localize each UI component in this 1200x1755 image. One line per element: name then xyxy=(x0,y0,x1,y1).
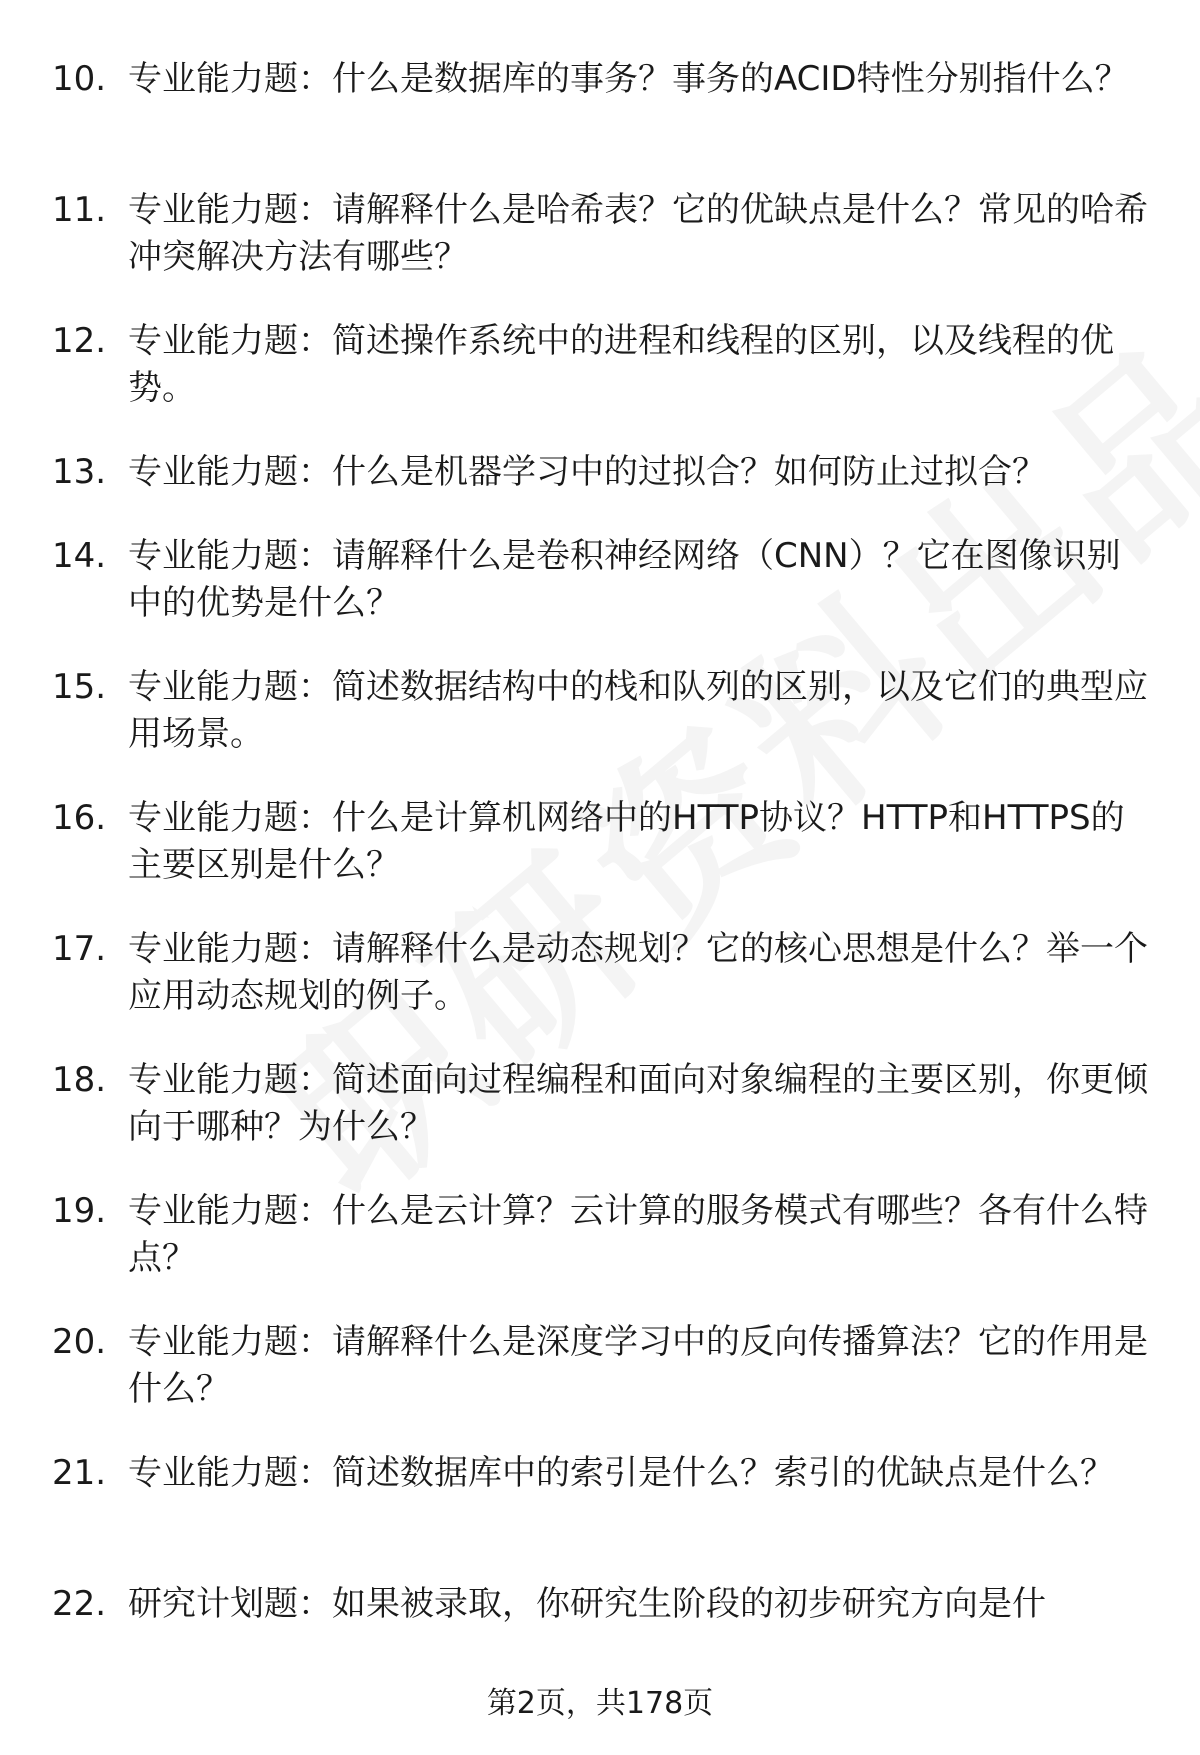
question-text: 专业能力题：简述数据库中的索引是什么？索引的优缺点是什么？ xyxy=(128,1453,1114,1493)
question-text: 研究计划题：如果被录取，你研究生阶段的初步研究方向是什 xyxy=(128,1584,1046,1624)
question-number: 19. xyxy=(52,1191,107,1231)
list-item xyxy=(0,795,1200,926)
list-item xyxy=(0,1188,1200,1319)
list-item xyxy=(0,664,1200,795)
question-text: 专业能力题：请解释什么是动态规划？它的核心思想是什么？举一个应用动态规划的例子。 xyxy=(128,929,1148,1016)
list-item xyxy=(0,318,1200,449)
question-text: 专业能力题：什么是云计算？云计算的服务模式有哪些？各有什么特点？ xyxy=(128,1191,1148,1278)
list-item xyxy=(0,187,1200,318)
question-number: 22. xyxy=(52,1584,107,1624)
question-text: 专业能力题：请解释什么是深度学习中的反向传播算法？它的作用是什么？ xyxy=(128,1322,1148,1409)
question-number: 20. xyxy=(52,1322,107,1362)
question-number: 16. xyxy=(52,798,107,838)
question-text: 专业能力题：请解释什么是哈希表？它的优缺点是什么？常见的哈希冲突解决方法有哪些？ xyxy=(128,190,1148,277)
list-item xyxy=(0,56,1200,187)
list-item xyxy=(0,533,1200,664)
list-item xyxy=(0,1581,1200,1641)
question-number: 18. xyxy=(52,1060,107,1100)
list-item xyxy=(0,1450,1200,1581)
list-item xyxy=(0,926,1200,1057)
question-text: 专业能力题：简述面向过程编程和面向对象编程的主要区别，你更倾向于哪种？为什么？ xyxy=(128,1060,1148,1147)
question-text: 专业能力题：什么是计算机网络中的HTTP协议？HTTP和HTTPS的主要区别是什么？ xyxy=(128,798,1125,885)
page-footer: 第2页，共178页 xyxy=(486,1686,714,1721)
question-number: 21. xyxy=(52,1453,107,1493)
question-number: 12. xyxy=(52,321,107,361)
question-number: 13. xyxy=(52,452,107,492)
question-number: 17. xyxy=(52,929,107,969)
list-item xyxy=(0,449,1200,533)
list-item xyxy=(0,1319,1200,1450)
question-text: 专业能力题：请解释什么是卷积神经网络（CNN）？它在图像识别中的优势是什么？ xyxy=(128,536,1121,623)
question-number: 14. xyxy=(52,536,107,576)
question-number: 10. xyxy=(52,59,107,99)
question-number: 11. xyxy=(52,190,107,230)
question-text: 专业能力题：简述数据结构中的栈和队列的区别，以及它们的典型应用场景。 xyxy=(128,667,1148,754)
question-text: 专业能力题：简述操作系统中的进程和线程的区别，以及线程的优势。 xyxy=(128,321,1114,408)
list-item xyxy=(0,1057,1200,1188)
question-text: 专业能力题：什么是机器学习中的过拟合？如何防止过拟合？ xyxy=(128,452,1046,492)
question-list xyxy=(0,56,1200,1641)
question-number: 15. xyxy=(52,667,107,707)
question-text: 专业能力题：什么是数据库的事务？事务的ACID特性分别指什么？ xyxy=(128,59,1129,99)
